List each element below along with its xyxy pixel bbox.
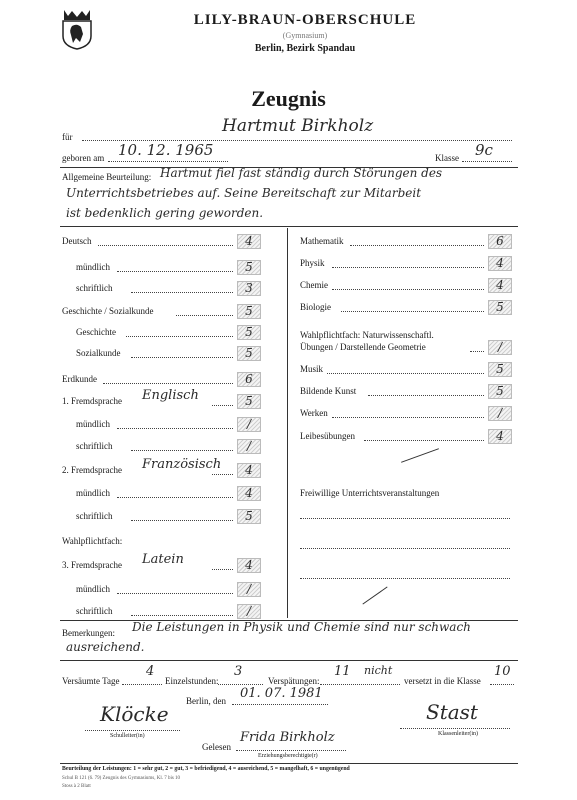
left_subjects-grade-16: / [237,604,261,619]
single-hours-label: Einzelstunden: [165,676,219,686]
left_subjects-grade-9: / [237,439,261,454]
column-divider [287,228,288,618]
left_subjects-language-7: Englisch [142,388,199,403]
left_subjects-label-6: Erdkunde [62,374,97,384]
right_subjects-label-4: Wahlpflichtfach: Naturwissenschaftl. [300,330,434,340]
right_subjects-label2-4: Übungen / Darstellende Geometrie [300,342,426,352]
birthdate-label: geboren am [62,153,105,163]
left_subjects-label-1: mündlich [76,262,110,272]
absent-days-label: Versäumte Tage [62,676,120,686]
seen-label: Gelesen [202,742,231,752]
left_subjects-label-2: schriftlich [76,283,113,293]
school-name: LILY-BRAUN-OBERSCHULE [193,12,417,28]
right_subjects-label-2: Chemie [300,280,328,290]
principal-label: Schulleiter(in) [110,733,145,739]
assessment-line-1: Hartmut fiel fast ständig durch Störungen des [160,166,443,180]
right_subjects-label-6: Bildende Kunst [300,386,357,396]
late-count: 11 [334,664,351,679]
right_subjects-grade-7: / [488,406,512,421]
left_subjects-label-7: 1. Fremdsprache [62,396,122,406]
left_subjects-label-11: mündlich [76,488,110,498]
right_subjects-grade-3: 5 [488,300,512,315]
left_subjects-label-16: schriftlich [76,606,113,616]
left_subjects-label-5: Sozialkunde [76,348,121,358]
left_subjects-grade-2: 3 [237,281,261,296]
stock-reference: Stoss à 2 Blatt [62,784,91,789]
teacher-label: Klassenleiter(in) [438,731,478,737]
teacher-signature: Stast [426,700,478,724]
left_subjects-label-13: Wahlpflichtfach: [62,536,123,546]
promotion-word: nicht [364,664,393,677]
right_subjects-label-5: Musik [300,364,324,374]
class-value: 9c [475,141,493,159]
left_subjects-grade-7: 5 [237,394,261,409]
right_subjects-label-8: Leibesübungen [300,431,355,441]
birthdate: 10. 12. 1965 [118,141,214,159]
assessment-line-3: ist bedenklich gering geworden. [66,206,264,220]
left_subjects-label-12: schriftlich [76,511,113,521]
left_subjects-label-4: Geschichte [76,327,116,337]
student-name: Hartmut Birkholz [222,116,374,136]
left_subjects-grade-12: 5 [237,509,261,524]
left_subjects-grade-4: 5 [237,325,261,340]
left_subjects-label-10: 2. Fremdsprache [62,465,122,475]
berlin-crest-icon [60,8,94,50]
left_subjects-grade-1: 5 [237,260,261,275]
right_subjects-label-3: Biologie [300,302,331,312]
assessment-line-2: Unterrichtsbetriebes auf. Seine Bereitschaft zur Mitarbeit [66,186,422,200]
assessment-label: Allgemeine Beurteilung: [62,172,152,182]
left_subjects-grade-8: / [237,417,261,432]
form-reference: Schul B 121 (6. 79) Zeugnis des Gymnasiums, Kl. 7 bis 10 [62,776,181,781]
next-class: 10 [494,664,511,679]
left_subjects-grade-15: / [237,582,261,597]
remarks-label: Bemerkungen: [62,628,115,638]
principal-signature: Klöcke [100,702,169,726]
left_subjects-grade-6: 6 [237,372,261,387]
strike-line [401,448,439,463]
remarks-line-2: ausreichend. [66,640,145,654]
right_subjects-grade-1: 4 [488,256,512,271]
left_subjects-label-8: mündlich [76,419,110,429]
document-title: Zeugnis [251,86,326,111]
left_subjects-language-10: Französisch [142,457,222,472]
right_subjects-grade-8: 4 [488,429,512,444]
left_subjects-grade-5: 5 [237,346,261,361]
guardian-label: Erziehungsberechtigte(r) [258,753,318,759]
right_subjects-grade-4: / [488,340,512,355]
class-label: Klasse [435,153,459,163]
optional-courses-label: Freiwillige Unterrichtsveranstaltungen [300,488,440,498]
school-subtitle: (Gymnasium) [282,31,328,40]
date-label: Berlin, den [186,696,226,706]
right_subjects-grade-5: 5 [488,362,512,377]
school-location: Berlin, Bezirk Spandau [254,43,356,54]
left_subjects-label-9: schriftlich [76,441,113,451]
right_subjects-label-7: Werken [300,408,328,418]
promoted-label: versetzt in die Klasse [404,676,481,686]
left_subjects-grade-3: 5 [237,304,261,319]
guardian-signature: Frida Birkholz [240,730,335,745]
left_subjects-grade-14: 4 [237,558,261,573]
name-label: für [62,132,73,142]
left_subjects-language-14: Latein [142,552,184,567]
left_subjects-label-3: Geschichte / Sozialkunde [62,306,154,316]
right_subjects-grade-2: 4 [488,278,512,293]
right_subjects-grade-6: 5 [488,384,512,399]
left_subjects-grade-11: 4 [237,486,261,501]
remarks-bottom-border [60,660,518,661]
right_subjects-grade-0: 6 [488,234,512,249]
remarks-line-1: Die Leistungen in Physik und Chemie sind nur schwach [132,620,471,634]
right_subjects-label-0: Mathematik [300,236,344,246]
absent-days: 4 [146,664,155,679]
left_subjects-grade-0: 4 [237,234,261,249]
left_subjects-label-14: 3. Fremdsprache [62,560,122,570]
grading-scale: Beurteilung der Leistungen: 1 = sehr gut, 2 = gut, 3 = befriedigend, 4 = ausreichend, 5 = mangelhaft, 6 = ungenügend [62,766,350,772]
single-hours: 3 [234,664,243,679]
right_subjects-label-1: Physik [300,258,325,268]
footer-border [60,763,518,764]
late-label: Verspätungen: [268,676,320,686]
date-value: 01. 07. 1981 [240,686,323,701]
grades-top-border [60,226,518,227]
left_subjects-label-15: mündlich [76,584,110,594]
strike-line-optional [362,586,387,604]
left_subjects-grade-10: 4 [237,463,261,478]
left_subjects-label-0: Deutsch [62,236,92,246]
